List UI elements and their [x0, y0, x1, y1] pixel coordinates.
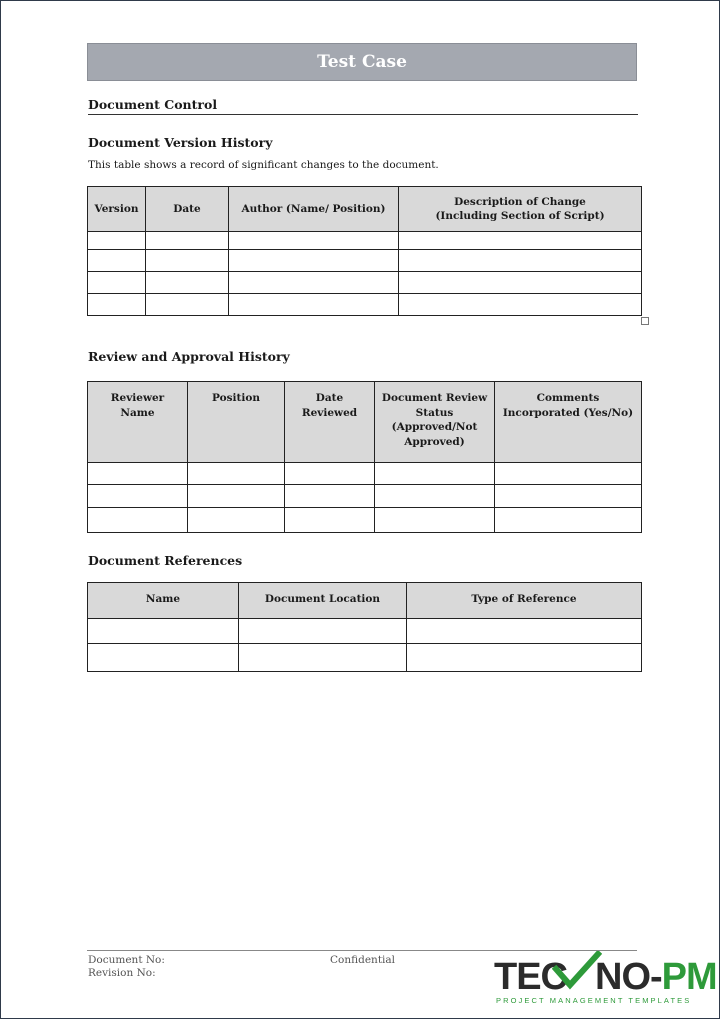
table-cell[interactable] [188, 508, 285, 533]
table-cell[interactable] [146, 250, 229, 272]
logo-word-part1: TEC [494, 956, 567, 998]
col-reviewer-line1: Reviewer [110, 392, 165, 404]
table-row [88, 485, 642, 508]
review-history-table [87, 381, 642, 533]
col-review-status-line3: (Approved/Not [391, 421, 478, 433]
table-cell[interactable] [229, 294, 399, 316]
table-cell[interactable] [375, 508, 495, 533]
table-cell[interactable] [229, 272, 399, 294]
table-cell[interactable] [407, 619, 642, 644]
col-review-status-line4: Approved) [404, 435, 465, 448]
logo-tagline: PROJECT MANAGEMENT TEMPLATES [496, 996, 692, 1005]
table-cell[interactable] [146, 294, 229, 316]
table-cell[interactable] [88, 250, 146, 272]
table-cell[interactable] [285, 463, 375, 485]
table-cell[interactable] [146, 272, 229, 294]
logo-wordmark [494, 957, 717, 997]
table-row [88, 294, 642, 316]
table-cell[interactable] [239, 644, 407, 672]
table-cell[interactable] [239, 619, 407, 644]
footer-document-no: Document No: [88, 954, 165, 966]
col-description-line1: Description of Change [454, 196, 586, 208]
logo-word-part2: NO- [595, 956, 662, 998]
table-cell[interactable] [88, 294, 146, 316]
table-header-row [88, 382, 642, 463]
table-row [88, 619, 642, 644]
document-control-heading: Document Control [88, 97, 638, 115]
table-cell[interactable] [399, 250, 642, 272]
table-cell[interactable] [88, 485, 188, 508]
table-header-row [88, 583, 642, 619]
col-date-reviewed [285, 382, 375, 463]
col-reviewer-name [88, 382, 188, 463]
table-cell[interactable] [399, 294, 642, 316]
col-position: Position [188, 382, 285, 463]
col-review-status-line2: Status [415, 406, 454, 419]
references-table [87, 582, 642, 672]
table-row [88, 272, 642, 294]
logo-word-pm: PM [661, 956, 717, 998]
version-history-heading: Document Version History [88, 135, 273, 150]
col-comments [495, 382, 642, 463]
table-cell[interactable] [88, 619, 239, 644]
table-row [88, 232, 642, 250]
col-name: Name [88, 583, 239, 619]
col-comments-line1: Comments [536, 392, 600, 404]
table-cell[interactable] [407, 644, 642, 672]
col-reviewer-line2: Name [120, 406, 155, 419]
table-row [88, 463, 642, 485]
col-document-location: Document Location [239, 583, 407, 619]
col-comments-line2: Incorporated (Yes/No) [502, 406, 634, 419]
col-date-reviewed-line1: Date [315, 392, 344, 404]
page-title-text: Test Case [317, 52, 407, 72]
techno-pm-logo [494, 951, 717, 1011]
page-title [87, 43, 637, 81]
version-history-table [87, 186, 642, 316]
col-review-status [375, 382, 495, 463]
table-cell[interactable] [229, 232, 399, 250]
col-review-status-line1: Document Review [381, 392, 488, 404]
table-cell[interactable] [88, 232, 146, 250]
table-cell[interactable] [285, 508, 375, 533]
table-cell[interactable] [495, 508, 642, 533]
col-description-line2: (Including Section of Script) [435, 210, 605, 222]
references-heading: Document References [88, 553, 243, 568]
col-date: Date [146, 187, 229, 232]
table-cell[interactable] [88, 508, 188, 533]
col-type-of-reference: Type of Reference [407, 583, 642, 619]
table-cell[interactable] [88, 463, 188, 485]
table-header-row [88, 187, 642, 232]
table-resize-handle[interactable] [641, 317, 649, 325]
table-cell[interactable] [188, 485, 285, 508]
review-history-heading: Review and Approval History [88, 349, 290, 364]
footer-confidential: Confidential [330, 954, 396, 966]
table-cell[interactable] [88, 644, 239, 672]
table-cell[interactable] [375, 463, 495, 485]
footer-revision-no: Revision No: [88, 967, 156, 979]
table-cell[interactable] [375, 485, 495, 508]
col-description [399, 187, 642, 232]
col-version: Version [88, 187, 146, 232]
table-cell[interactable] [229, 250, 399, 272]
table-row [88, 508, 642, 533]
table-cell[interactable] [88, 272, 146, 294]
table-row [88, 644, 642, 672]
table-cell[interactable] [495, 485, 642, 508]
table-cell[interactable] [146, 232, 229, 250]
table-cell[interactable] [399, 232, 642, 250]
table-cell[interactable] [188, 463, 285, 485]
check-mark-icon [552, 951, 602, 991]
col-date-reviewed-line2: Reviewed [301, 406, 358, 419]
col-author: Author (Name/ Position) [229, 187, 399, 232]
table-cell[interactable] [285, 485, 375, 508]
table-cell[interactable] [495, 463, 642, 485]
version-history-description: This table shows a record of significant changes to the document. [88, 159, 439, 171]
table-cell[interactable] [399, 272, 642, 294]
table-row [88, 250, 642, 272]
